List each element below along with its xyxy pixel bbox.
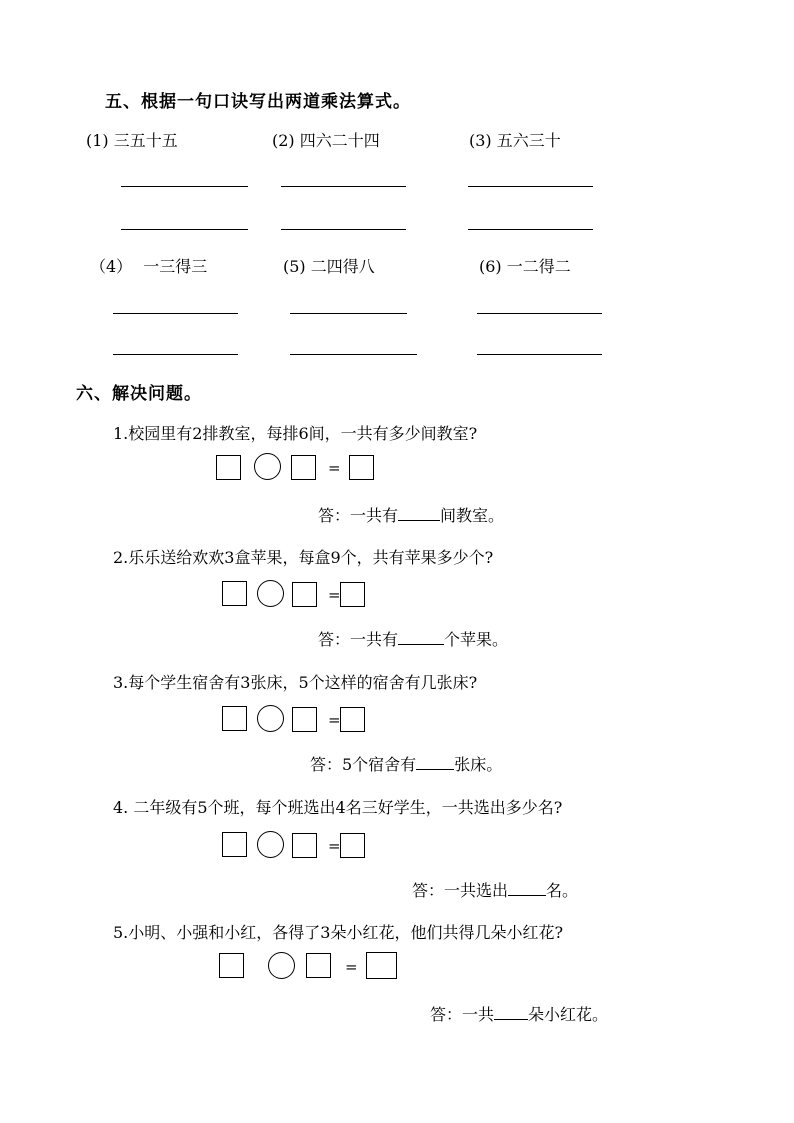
problem-5-question: 5.小明、小强和小红，各得了3朵小红花，他们共得几朵小红花? xyxy=(113,923,564,942)
verse-text: 四六二十四 xyxy=(299,131,380,150)
number-box[interactable] xyxy=(222,706,247,731)
verse-item-6 xyxy=(479,254,571,277)
number-box[interactable] xyxy=(306,953,331,978)
equals-sign: = xyxy=(345,958,358,976)
answer-line[interactable] xyxy=(477,313,602,314)
answer-blank[interactable] xyxy=(398,630,444,645)
problem-2-answer xyxy=(318,627,508,650)
verse-number: （4） xyxy=(90,257,133,276)
problem-5-answer xyxy=(430,1002,608,1025)
verse-number: (5) xyxy=(283,257,306,276)
verse-text: 二四得八 xyxy=(310,257,375,276)
verse-text: 三五十五 xyxy=(113,131,178,150)
answer-line[interactable] xyxy=(113,313,238,314)
verse-text: 一二得二 xyxy=(506,257,571,276)
section-6-title: 六、解决问题。 xyxy=(76,384,202,404)
answer-blank[interactable] xyxy=(398,506,440,521)
result-box[interactable] xyxy=(349,455,374,480)
problem-3-answer xyxy=(310,752,502,775)
problem-1-question: 1.校园里有2排教室，每排6间，一共有多少间教室? xyxy=(113,424,478,443)
equals-sign: = xyxy=(328,459,341,477)
answer-suffix: 个苹果。 xyxy=(444,630,509,649)
result-box[interactable] xyxy=(340,833,365,858)
answer-blank[interactable] xyxy=(508,881,546,896)
answer-suffix: 张床。 xyxy=(454,755,503,774)
answer-line[interactable] xyxy=(281,186,406,187)
problem-4-answer xyxy=(412,878,578,901)
answer-prefix: 答：5个宿舍有 xyxy=(310,755,417,774)
operator-circle[interactable] xyxy=(268,952,295,979)
verse-number: (6) xyxy=(479,257,502,276)
problem-1-answer xyxy=(318,503,504,526)
number-box[interactable] xyxy=(292,707,317,732)
answer-prefix: 答：一共有 xyxy=(318,506,399,525)
problem-3-question: 3.每个学生宿舍有3张床，5个这样的宿舍有几张床? xyxy=(113,673,478,692)
equals-sign: = xyxy=(328,711,341,729)
operator-circle[interactable] xyxy=(254,453,281,480)
verse-text: 一三得三 xyxy=(143,257,208,276)
answer-prefix: 答：一共有 xyxy=(318,630,399,649)
result-box[interactable] xyxy=(340,707,365,732)
answer-blank[interactable] xyxy=(494,1005,528,1020)
operator-circle[interactable] xyxy=(257,580,284,607)
verse-number: (1) xyxy=(86,131,109,150)
answer-line[interactable] xyxy=(281,229,406,230)
number-box[interactable] xyxy=(219,953,244,978)
answer-prefix: 答：一共选出 xyxy=(412,881,509,900)
verse-item-4 xyxy=(90,254,207,277)
equals-sign: = xyxy=(328,837,341,855)
answer-prefix: 答：一共 xyxy=(430,1005,495,1024)
equals-sign: = xyxy=(328,586,341,604)
number-box[interactable] xyxy=(292,833,317,858)
answer-line[interactable] xyxy=(121,186,248,187)
section-5-title: 五、根据一句口诀写出两道乘法算式。 xyxy=(105,92,411,112)
answer-line[interactable] xyxy=(290,313,407,314)
answer-blank[interactable] xyxy=(416,755,454,770)
number-box[interactable] xyxy=(216,455,241,480)
problem-4-question: 4. 二年级有5个班，每个班选出4名三好学生，一共选出多少名? xyxy=(113,798,563,817)
verse-item-2 xyxy=(272,128,380,151)
verse-text: 五六三十 xyxy=(496,131,561,150)
number-box[interactable] xyxy=(291,455,316,480)
number-box[interactable] xyxy=(292,582,317,607)
answer-line[interactable] xyxy=(477,354,602,355)
answer-line[interactable] xyxy=(468,186,593,187)
answer-suffix: 间教室。 xyxy=(440,506,505,525)
answer-line[interactable] xyxy=(121,229,248,230)
verse-item-3 xyxy=(469,128,561,151)
problem-2-question: 2.乐乐送给欢欢3盒苹果，每盒9个，共有苹果多少个? xyxy=(113,548,494,567)
answer-line[interactable] xyxy=(113,354,238,355)
answer-suffix: 朵小红花。 xyxy=(528,1005,609,1024)
number-box[interactable] xyxy=(222,832,247,857)
answer-suffix: 名。 xyxy=(546,881,579,900)
verse-number: (3) xyxy=(469,131,492,150)
number-box[interactable] xyxy=(222,581,247,606)
operator-circle[interactable] xyxy=(257,705,284,732)
verse-number: (2) xyxy=(272,131,295,150)
answer-line[interactable] xyxy=(468,229,593,230)
operator-circle[interactable] xyxy=(257,831,284,858)
verse-item-5 xyxy=(283,254,375,277)
result-box[interactable] xyxy=(340,582,365,607)
verse-item-1 xyxy=(86,128,178,151)
answer-line[interactable] xyxy=(290,354,417,355)
result-box[interactable] xyxy=(366,952,397,979)
